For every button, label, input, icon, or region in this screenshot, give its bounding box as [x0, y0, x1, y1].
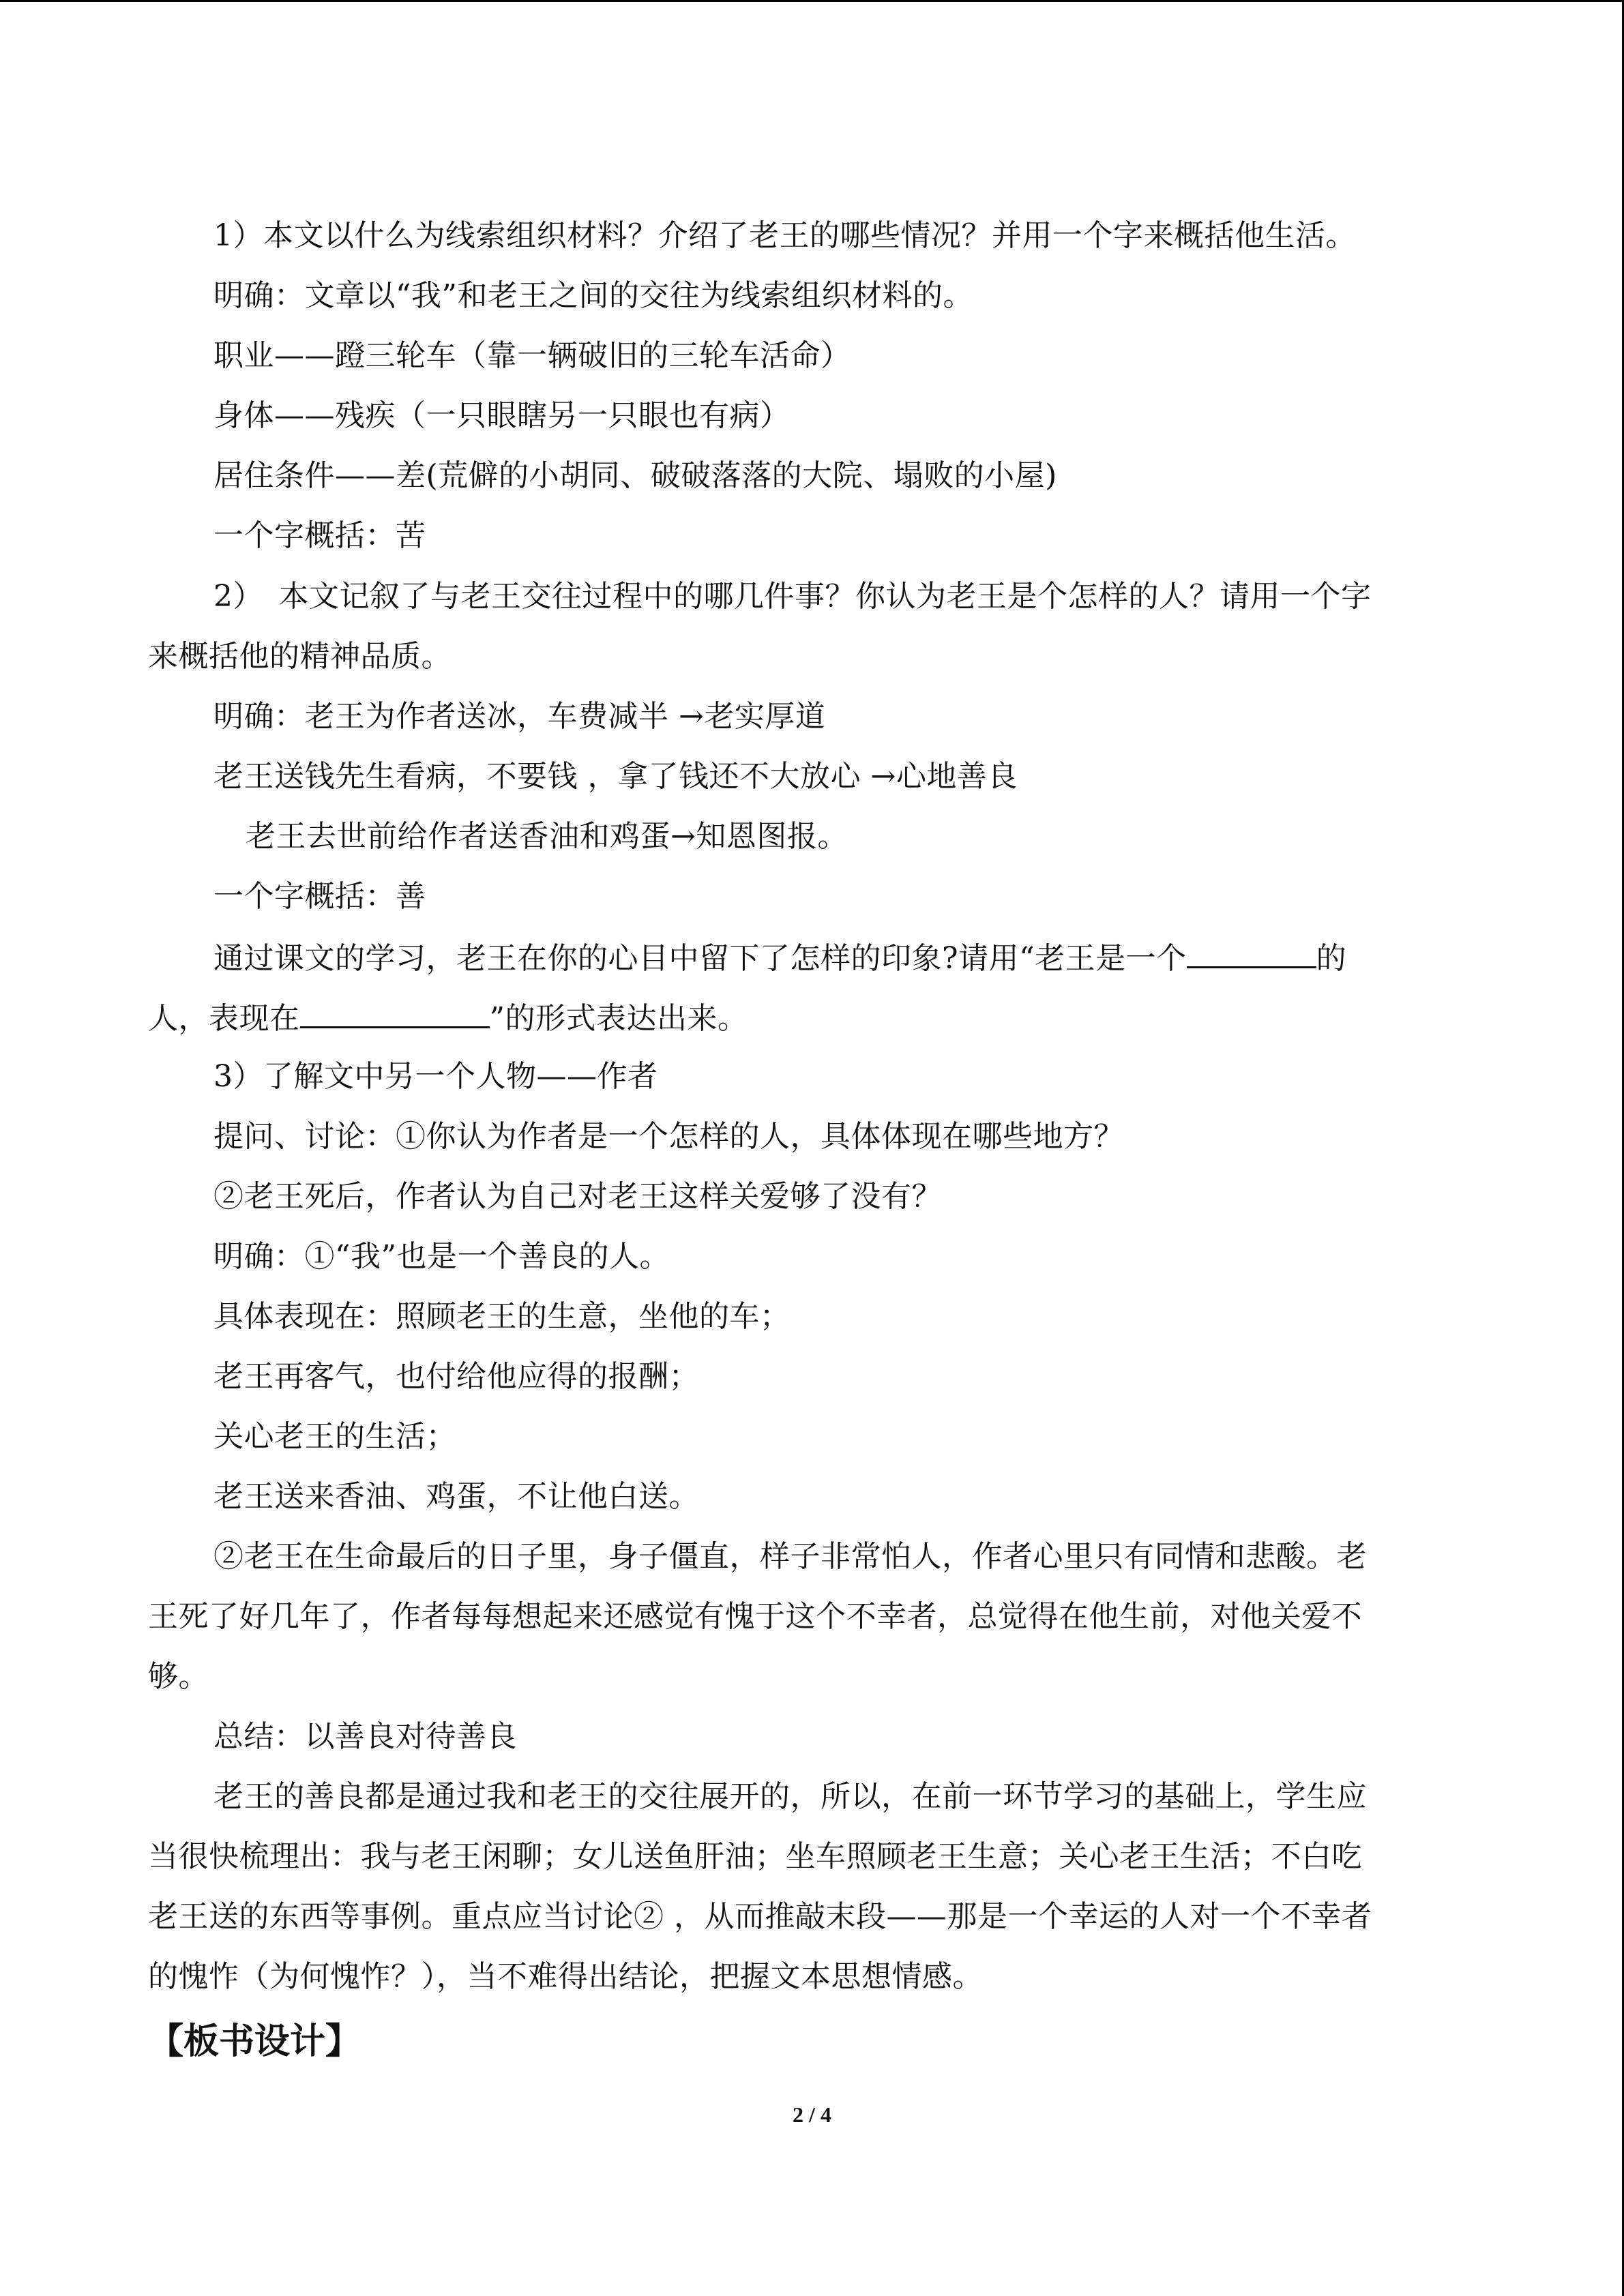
text-line: 身体——残疾（一只眼瞎另一只眼也有病） — [213, 398, 791, 433]
text-line: 提问、讨论：①你认为作者是一个怎样的人，具体体现在哪些地方？ — [213, 1119, 1124, 1154]
text-line: ②老王死后，作者认为自己对老王这样关爱够了没有？ — [213, 1179, 942, 1214]
fill-in-prompt-line — [148, 996, 748, 1039]
text-line: 3）了解文中另一个人物——作者 — [213, 1059, 658, 1094]
text-line: 老王去世前给作者送香油和鸡蛋→知恩图报。 — [246, 819, 848, 854]
text-line: 够。 — [148, 1659, 209, 1694]
answer-blank — [300, 996, 490, 1028]
text-line: ②老王在生命最后的日子里，身子僵直，样子非常怕人，作者心里只有同情和悲酸。老 — [213, 1539, 1367, 1574]
answer-blank — [1187, 936, 1316, 968]
text-line: 职业——蹬三轮车（靠一辆破旧的三轮车活命） — [213, 338, 851, 373]
text-line: 当很快梳理出：我与老王闲聊；女儿送鱼肝油；坐车照顾老王生意；关心老王生活；不白吃 — [148, 1839, 1362, 1874]
text-line: 1）本文以什么为线索组织材料？介绍了老王的哪些情况？并用一个字来概括他生活。 — [213, 218, 1356, 253]
text-line: 明确：①“我”也是一个善良的人。 — [213, 1239, 670, 1274]
text-line: 关心老王的生活； — [213, 1419, 456, 1454]
text-line: 一个字概括：苦 — [213, 518, 426, 553]
text-line: 总结：以善良对待善良 — [213, 1719, 517, 1754]
text-line: 老王送钱先生看病，不要钱 ，拿了钱还不大放心 →心地善良 — [213, 759, 1018, 794]
section-heading: 【板书设计】 — [148, 2021, 361, 2062]
text-line: 老王再客气，也付给他应得的报酬； — [213, 1359, 699, 1394]
text-line: 明确：老王为作者送冰，车费减半 →老实厚道 — [213, 699, 826, 734]
text-line: 具体表现在：照顾老王的生意，坐他的车； — [213, 1299, 791, 1334]
text-segment: 的 — [1316, 941, 1347, 976]
page-number: 2 / 4 — [793, 2102, 831, 2127]
text-line: 一个字概括：善 — [213, 879, 426, 914]
text-segment: 通过课文的学习，老王在你的心目中留下了怎样的印象?请用“老王是一个 — [213, 941, 1187, 976]
text-segment: ”的形式表达出来。 — [489, 1001, 748, 1036]
text-line: 老王送的东西等事例。重点应当讨论② ，从而推敲末段——那是一个幸运的人对一个不幸者 — [148, 1899, 1372, 1934]
text-line: 的愧怍（为何愧怍？），当不难得出结论，把握文本思想情感。 — [148, 1959, 983, 1994]
text-line: 居住条件——差(荒僻的小胡同、破破落落的大院、塌败的小屋) — [213, 458, 1057, 493]
text-line: 王死了好几年了，作者每每想起来还感觉有愧于这个不幸者，总觉得在他生前，对他关爱不 — [148, 1599, 1362, 1634]
text-line: 明确：文章以“我”和老王之间的交往为线索组织材料的。 — [213, 278, 973, 313]
text-line: 老王的善良都是通过我和老王的交往展开的，所以，在前一环节学习的基础上，学生应 — [213, 1779, 1367, 1814]
fill-in-prompt-line — [213, 936, 1346, 979]
text-line: 来概括他的精神品质。 — [148, 639, 452, 674]
text-line: 老王送来香油、鸡蛋，不让他白送。 — [213, 1479, 699, 1514]
text-segment: 人，表现在 — [148, 1001, 300, 1036]
text-line: 2） 本文记叙了与老王交往过程中的哪几件事？你认为老王是个怎样的人？请用一个字 — [213, 579, 1372, 614]
